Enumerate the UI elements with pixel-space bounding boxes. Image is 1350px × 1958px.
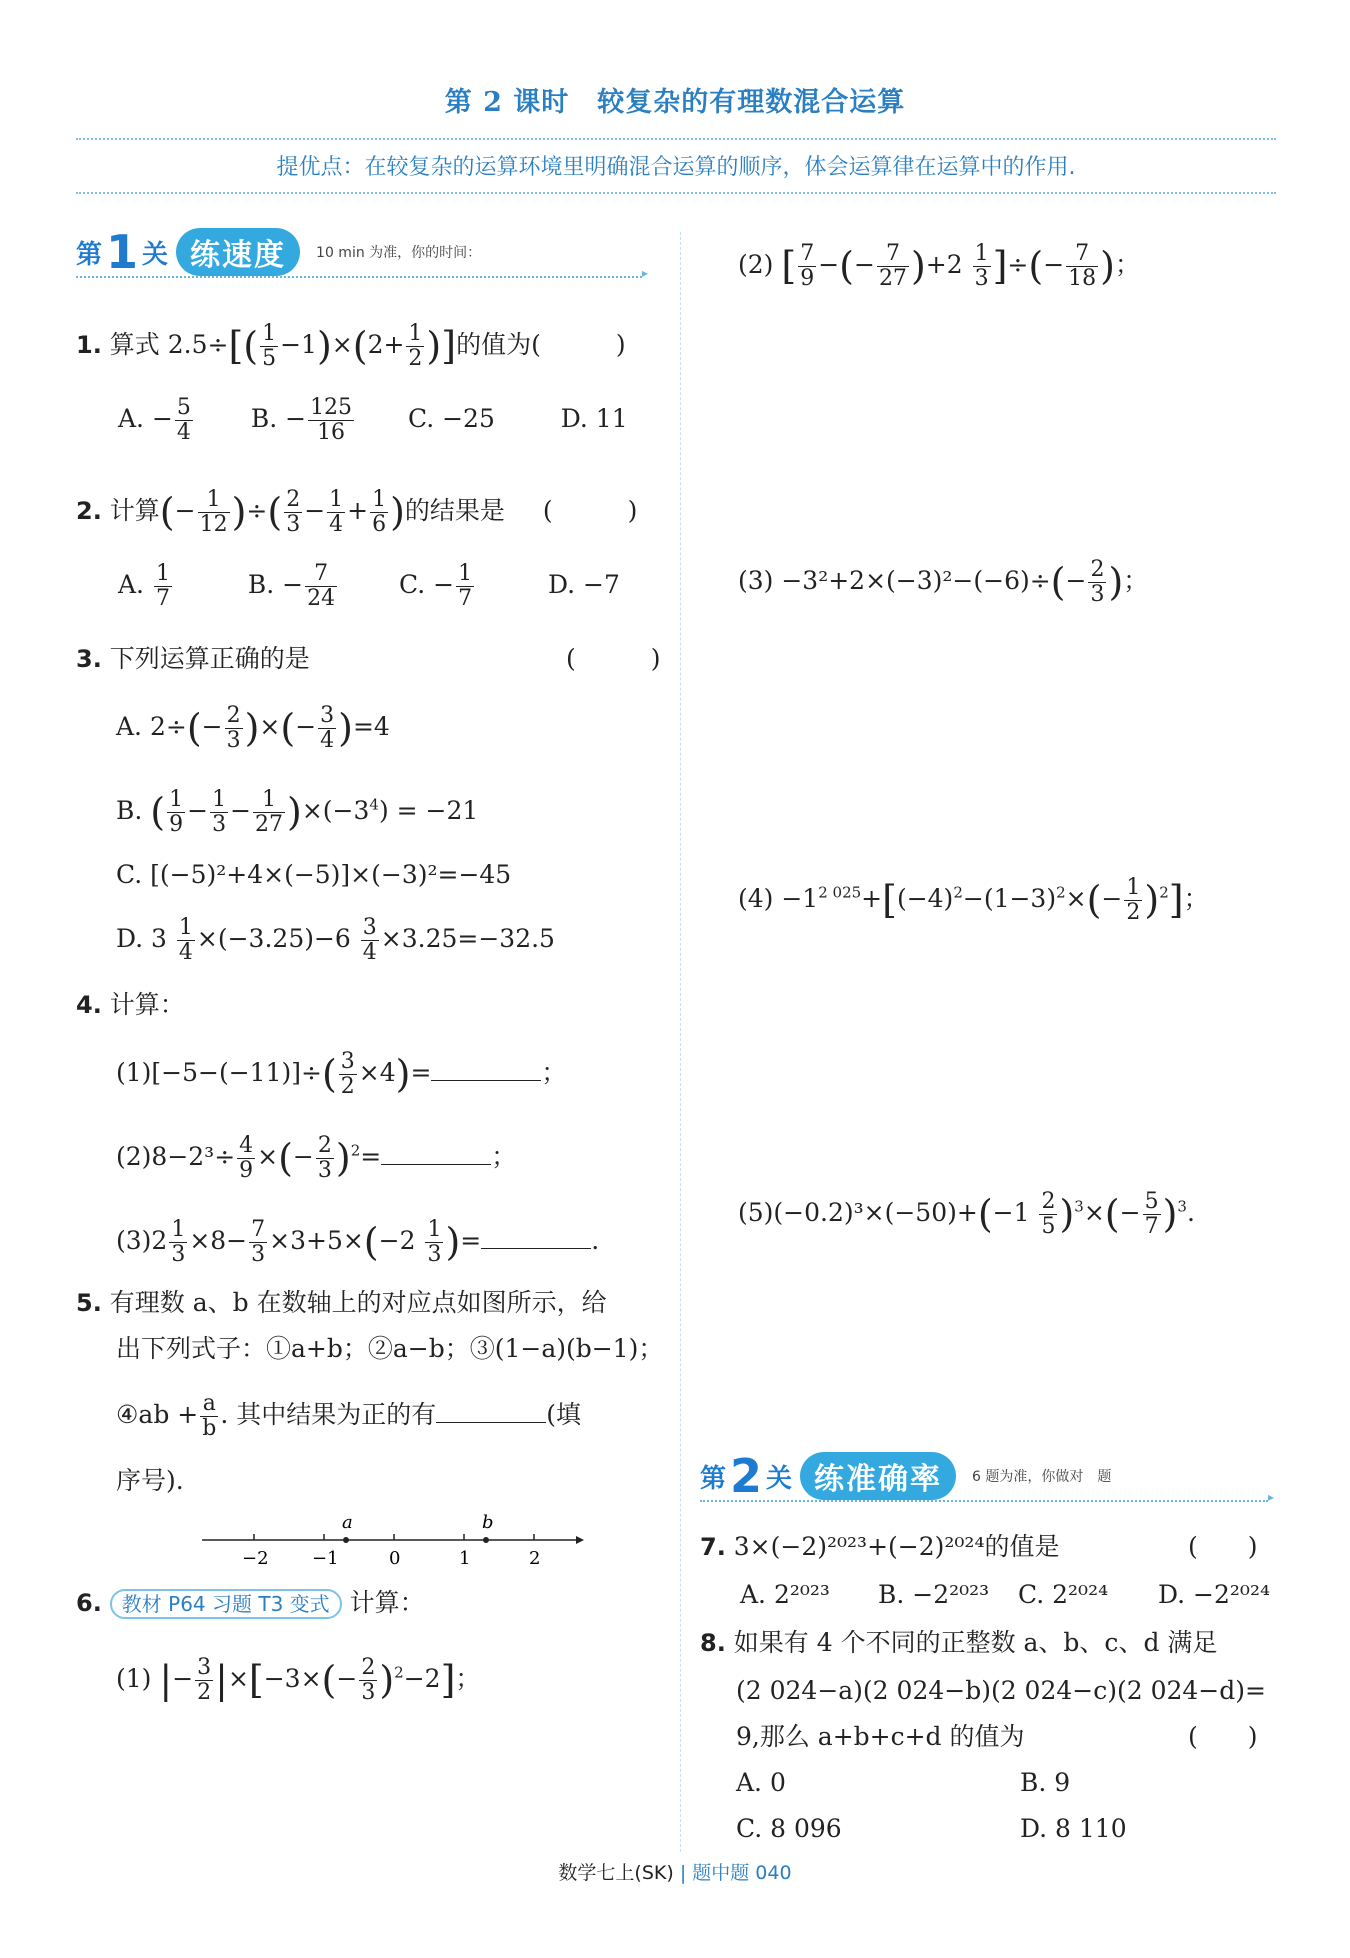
expr-text: ④ab + bbox=[116, 1400, 199, 1430]
question-lead: 计算 bbox=[109, 496, 160, 525]
level-number: 1 bbox=[106, 225, 139, 279]
question-5-line3: ④ab + $\frac{a}{b}$ . 其中结果为正的有 (填 bbox=[116, 1391, 581, 1442]
option-d: D. 11 bbox=[560, 404, 628, 434]
question-8-line2: (2 024−a)(2 024−b)(2 024−c)(2 024−d)= bbox=[736, 1676, 1266, 1705]
part-label: (1) bbox=[116, 1664, 152, 1693]
q2-options: A. $\frac{1}{7}$ B. − $\frac{7}{24}$ C. − $\frac{1}{7}$ D. −7 bbox=[118, 561, 620, 612]
part-label: (3)2 bbox=[116, 1226, 168, 1255]
answer-paren: ( ) bbox=[1188, 1722, 1258, 1751]
option-a: A. 0 bbox=[736, 1768, 786, 1797]
question-5-line1 bbox=[76, 1284, 607, 1322]
q3-option-b: B. ( $\frac{1}{9}$ − $\frac{1}{3}$ − $\frac{1}{27}$ )$\times(-3^4) = -21$ bbox=[116, 786, 479, 837]
question-2: 2. 计算(− $\frac{1}{12}$ )÷( $\frac{2}{3}$ − $\frac{1}{4}$ + $\frac{1}{6}$ )的结果是 ( ) bbox=[76, 486, 638, 537]
option-c: C. 8 096 bbox=[736, 1814, 842, 1843]
q1-options: A. − $\frac{5}{4}$ B. − $\frac{125}{16}$ C. −25 D. 11 bbox=[118, 395, 628, 446]
option-d: D. −7 bbox=[548, 570, 620, 600]
answer-paren: ( ) bbox=[566, 644, 661, 673]
question-text: 有理数 a、b 在数轴上的对应点如图所示，给 bbox=[109, 1288, 607, 1317]
tick-label: 1 bbox=[459, 1548, 471, 1569]
q3-option-a: A. 2÷(− $\frac{2}{3}$ )×(− $\frac{3}{4}$ )=4 bbox=[116, 702, 390, 753]
option-a: A. bbox=[118, 570, 145, 600]
q6-part2: (2) [ $\frac{7}{9}$ −(− $\frac{7}{27}$ )+2 $\frac{1}{3}$ ]÷(− $\frac{7}{18}$ )； bbox=[738, 240, 1140, 291]
level-prefix: 第 bbox=[76, 239, 103, 270]
option-d: D. 8 110 bbox=[1020, 1814, 1127, 1843]
question-text: 如果有 4 个不同的正整数 a、b、c、d 满足 bbox=[733, 1628, 1218, 1657]
expr-text: . 其中结果为正的有 bbox=[220, 1400, 437, 1430]
question-number: 6. bbox=[76, 1589, 102, 1617]
level-prefix: 第 bbox=[700, 1463, 727, 1494]
number-line bbox=[196, 1510, 586, 1572]
tick-label: −2 bbox=[242, 1548, 269, 1569]
q4-part1: (1)[−5−(−11)]÷( $\frac{3}{2}$ ×4)= ； bbox=[116, 1048, 567, 1099]
q6-part4: $(4) -1^{2 025}+[(-4)^2-(1-3)^2\times(-$ $\frac{1}{2}$ )$^2$]； bbox=[738, 874, 1209, 925]
question-number: 8. bbox=[700, 1629, 726, 1657]
page-footer bbox=[0, 1858, 1350, 1885]
option-d: D. 3 bbox=[116, 924, 167, 954]
tick-label: 0 bbox=[389, 1548, 401, 1569]
axis-arrow bbox=[576, 1536, 584, 1544]
option-c: C. −25 bbox=[407, 404, 495, 434]
answer-paren: ( ) bbox=[1188, 1532, 1258, 1561]
page-title: 第 2 课时 较复杂的有理数混合运算 bbox=[444, 87, 906, 118]
level2-header bbox=[700, 1449, 1112, 1503]
q6-part1: (1) |− $\frac{3}{2}$ |×[−3×(− $\frac{2}{3}$ )$^2$−2]； bbox=[116, 1654, 481, 1705]
point-b bbox=[483, 1537, 489, 1543]
point-a bbox=[343, 1537, 349, 1543]
label-b: b bbox=[482, 1512, 494, 1533]
option-a: A. 2÷ bbox=[116, 712, 187, 741]
source-tag: 教材 P64 习题 T3 变式 bbox=[110, 1589, 342, 1619]
question-number: 7. bbox=[700, 1533, 726, 1561]
option-b: B. bbox=[247, 570, 275, 600]
option-c: C. 2²⁰²⁴ bbox=[1018, 1580, 1109, 1609]
part-label: (1)[−5−(−11)]÷ bbox=[116, 1058, 322, 1087]
question-5-line4: 序号). bbox=[116, 1466, 184, 1495]
footer-separator: | bbox=[679, 1862, 687, 1884]
question-6 bbox=[76, 1584, 425, 1622]
column-divider bbox=[680, 232, 681, 1852]
part-label: (5)(−0.2)³×(−50)+ bbox=[738, 1198, 978, 1227]
question-5-line2: 出下列式子：①a+b；②a−b；③(1−a)(b−1)； bbox=[116, 1334, 664, 1363]
tip-text: 提优点：在较复杂的运算环境里明确混合运算的顺序，体会运算律在运算中的作用. bbox=[276, 155, 1076, 180]
question-3 bbox=[76, 640, 310, 678]
question-tail: 的值为( ) bbox=[456, 330, 626, 359]
level-number: 2 bbox=[730, 1449, 763, 1503]
expr-text: (填 bbox=[546, 1400, 581, 1430]
q6-part5: (5)(−0.2)³×(−50)+(−1 $\frac{2}{5}$ )$^3$×(− $\frac{5}{7}$ )$^3$. bbox=[738, 1188, 1195, 1239]
footer-page: 题中题 040 bbox=[692, 1862, 792, 1884]
option-b: B. bbox=[116, 796, 143, 825]
question-8-line1 bbox=[700, 1624, 1217, 1662]
option-b: B. 9 bbox=[1020, 1768, 1071, 1797]
q4-part3: (3)2 $\frac{1}{3}$ ×8− $\frac{7}{3}$ ×3+5×(−2 $\frac{1}{3}$ )= . bbox=[116, 1216, 600, 1267]
level-score-text: 6 题为准，你做对 题 bbox=[972, 1469, 1112, 1485]
answer-paren: ( ) bbox=[542, 496, 638, 525]
part-label: (3) −3²+2×(−3)²−(−6)÷ bbox=[738, 566, 1051, 595]
question-number: 2. bbox=[76, 497, 102, 525]
q6-part3: (3) −3²+2×(−3)²−(−6)÷(− $\frac{2}{3}$ )； bbox=[738, 556, 1149, 607]
question-number: 1. bbox=[76, 331, 102, 359]
question-4 bbox=[76, 986, 185, 1024]
question-number: 5. bbox=[76, 1289, 102, 1317]
option-a: A. bbox=[118, 404, 145, 434]
label-a: a bbox=[342, 1512, 353, 1533]
question-text: 3×(−2)²⁰²³+(−2)²⁰²⁴的值是 bbox=[733, 1532, 1060, 1561]
question-number: 3. bbox=[76, 645, 102, 673]
level-suffix: 关 bbox=[766, 1463, 793, 1494]
level-badge: 练准确率 bbox=[800, 1452, 956, 1500]
level-underline bbox=[76, 276, 642, 278]
question-text: 下列运算正确的是 bbox=[109, 644, 310, 673]
question-number: 4. bbox=[76, 991, 102, 1019]
question-lead: 算式 2.5÷ bbox=[109, 330, 229, 359]
part-label: (2)8−2³÷ bbox=[116, 1142, 236, 1171]
level1-header bbox=[76, 225, 482, 279]
tick-label: 2 bbox=[529, 1548, 541, 1569]
option-c: C. [(−5)²+4×(−5)]×(−3)²=−45 bbox=[116, 860, 512, 889]
arrow-icon: ▸ bbox=[642, 266, 649, 280]
q4-part2: (2)8−2³÷ $\frac{4}{9}$ ×(− $\frac{2}{3}$ )$^2$= ； bbox=[116, 1132, 517, 1183]
option-b: B. bbox=[250, 404, 278, 434]
question-8-line3: 9,那么 a+b+c+d 的值为 bbox=[736, 1722, 1025, 1751]
option-d: D. −2²⁰²⁴ bbox=[1158, 1580, 1270, 1609]
option-b: B. −2²⁰²³ bbox=[878, 1580, 990, 1609]
level-suffix: 关 bbox=[142, 239, 169, 270]
footer-book: 数学七上(SK) bbox=[558, 1862, 674, 1884]
question-1: 1. 算式 2.5÷[( $\frac{1}{5}$ −1)×(2+ $\frac{1}{2}$ )]的值为( ) bbox=[76, 320, 626, 371]
level-badge: 练速度 bbox=[176, 228, 300, 276]
question-7 bbox=[700, 1528, 1059, 1566]
divider bbox=[76, 192, 1276, 194]
divider bbox=[76, 138, 1276, 140]
tick-label: −1 bbox=[312, 1548, 339, 1569]
level-timer-text: 10 min 为准，你的时间： bbox=[316, 245, 482, 261]
option-c: C. bbox=[399, 570, 426, 600]
part-label: (4) −1 bbox=[738, 884, 819, 913]
question-tail: 的结果是 bbox=[404, 496, 505, 525]
q3-option-d: D. 3 $\frac{1}{4}$ ×(−3.25)−6 $\frac{3}{4}$ ×3.25=−32.5 bbox=[116, 915, 555, 966]
option-a: A. 2²⁰²³ bbox=[740, 1580, 830, 1609]
level-underline bbox=[700, 1500, 1268, 1502]
question-text: 计算： bbox=[109, 990, 185, 1019]
arrow-icon: ▸ bbox=[1268, 1490, 1275, 1504]
question-text: 计算： bbox=[349, 1588, 425, 1617]
part-label: (2) bbox=[738, 250, 774, 279]
